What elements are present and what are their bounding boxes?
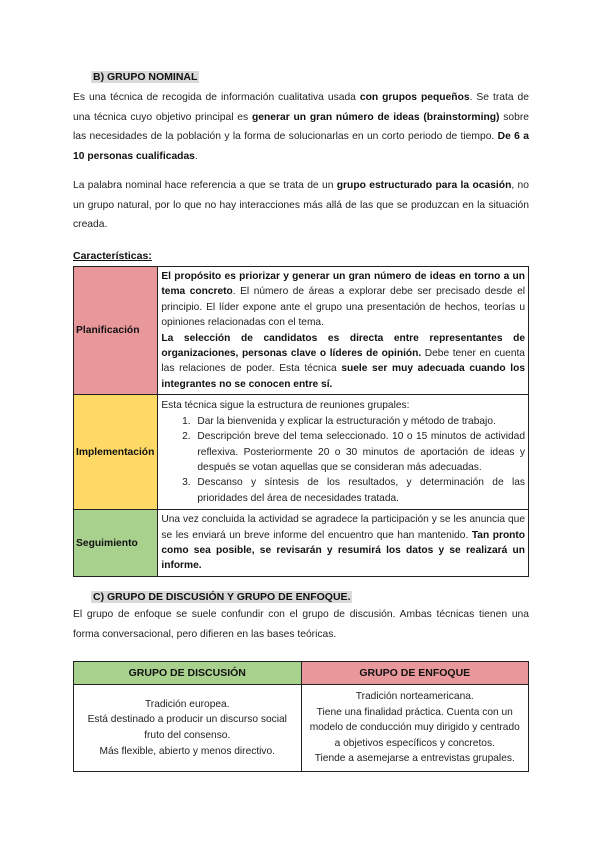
header-grupo-enfoque: GRUPO DE ENFOQUE [301, 662, 529, 685]
section-b-nominal [73, 176, 529, 235]
discusion-content [74, 685, 302, 772]
section-c-title-text: C) GRUPO DE DISCUSIÓN Y GRUPO DE ENFOQUE. [93, 591, 351, 603]
section-c-intro: El grupo de enfoque se suele confundir con el grupo de discusión. Ambas técnicas tienen una forma conversacional, pero difieren en las bases teóricas. [73, 609, 529, 640]
plan-bold-3: suele ser muy adecuada cuando los integrantes no se conocen entre sí. [161, 363, 525, 390]
header-grupo-discusion: GRUPO DE DISCUSIÓN [74, 662, 302, 685]
intro-text-2: . Se trata de una técnica cuyo objetivo principal es [73, 92, 529, 123]
row-label-implementacion: Implementación [74, 395, 158, 510]
section-b-intro [73, 88, 529, 166]
list-item: 3. Descanso y síntesis de los resultados, y determinación de las prioridades del área de necesidades tratada. [193, 475, 525, 506]
comparison-table [73, 661, 529, 772]
intro-text-1: Es una técnica de recogida de información cualitativa usada [73, 92, 360, 103]
nominal-bold-1: grupo estructurado para la ocasión [336, 180, 512, 191]
intro-text-3: sobre las necesidades de la población y la forma de solucionarlas en un corto periodo de tiempo. [73, 111, 529, 142]
characteristics-table [73, 266, 529, 577]
characteristics-label: Características: [73, 250, 152, 262]
table-row-implementacion [74, 395, 529, 510]
plan-bold-1: El propósito es priorizar y generar un gran número de ideas en torno a un tema concreto [161, 271, 525, 298]
discusion-line: Tradición europea. [144, 698, 230, 710]
table-row-seguimiento [74, 510, 529, 577]
plan-text-2: Debe tener en cuenta las relaciones de poder. Esta técnica [161, 348, 525, 375]
comparison-body-row [74, 685, 529, 772]
intro-text-4: . [194, 150, 198, 162]
plan-text-1: . El número de áreas a explorar debe ser precisado desde el principio. El líder expone ante el grupo una presentación de hechos, teorías u opiniones relacionadas con el tema. [161, 286, 525, 329]
row-content-planificacion [158, 267, 529, 395]
discusion-line: Más flexible, abierto y menos directivo. [99, 745, 276, 757]
enfoque-line: Tradición norteamericana. [355, 691, 474, 703]
table-row-planificacion [74, 267, 529, 395]
enfoque-content [301, 685, 529, 772]
seg-bold-1: Tan pronto como sea posible, se revisarán y resumirá los datos y se realizará un informe. [161, 529, 526, 572]
row-label-seguimiento: Seguimiento [74, 510, 158, 577]
row-content-implementacion [158, 395, 529, 510]
intro-bold-3: De 6 a 10 personas cualificadas [73, 131, 529, 162]
impl-steps-list [161, 414, 525, 506]
section-b-title-text: B) GRUPO NOMINAL [93, 71, 198, 83]
section-b-title [91, 71, 199, 83]
nominal-text-1: La palabra nominal hace referencia a que se trata de un [73, 180, 337, 191]
discusion-line: Está destinado a producir un discurso social fruto del consenso. [87, 714, 287, 741]
impl-intro: Esta técnica sigue la estructura de reuniones grupales: [161, 400, 410, 412]
nominal-text-2: , no un grupo natural, por lo que no hay interacciones más allá de las que se produzcan en la situación creada. [73, 180, 530, 230]
enfoque-line: Tiende a asemejarse a entrevistas grupales. [314, 753, 515, 765]
comparison-header-row [74, 662, 529, 685]
list-item: 1. Dar la bienvenida y explicar la estructuración y método de trabajo. [193, 414, 525, 429]
row-content-seguimiento [158, 510, 529, 577]
intro-bold-2: generar un gran número de ideas (brainstorming) [251, 111, 500, 123]
seg-text-1: Una vez concluida la actividad se agradece la participación y se les anuncia que se les enviará un breve informe del encuentro que han mantenido. [161, 514, 525, 541]
enfoque-line: Tiene una finalidad práctica. Cuenta con un modelo de conducción muy dirigido y centrado a objetivos específicos y concretos. [309, 706, 520, 749]
intro-bold-1: con grupos pequeños [359, 92, 470, 103]
list-item: 2. Descripción breve del tema seleccionado. 10 o 15 minutos de actividad reflexiva. Posteriormente 20 o 30 minutos de aportación de ideas y después se votan aquellas que se consideran más adecuadas. [193, 429, 525, 475]
row-label-planificacion: Planificación [74, 267, 158, 395]
plan-bold-2: La selección de candidatos es directa entre representantes de organizaciones, personas clave o líderes de opinión. [161, 332, 525, 360]
section-c-title [91, 591, 352, 603]
